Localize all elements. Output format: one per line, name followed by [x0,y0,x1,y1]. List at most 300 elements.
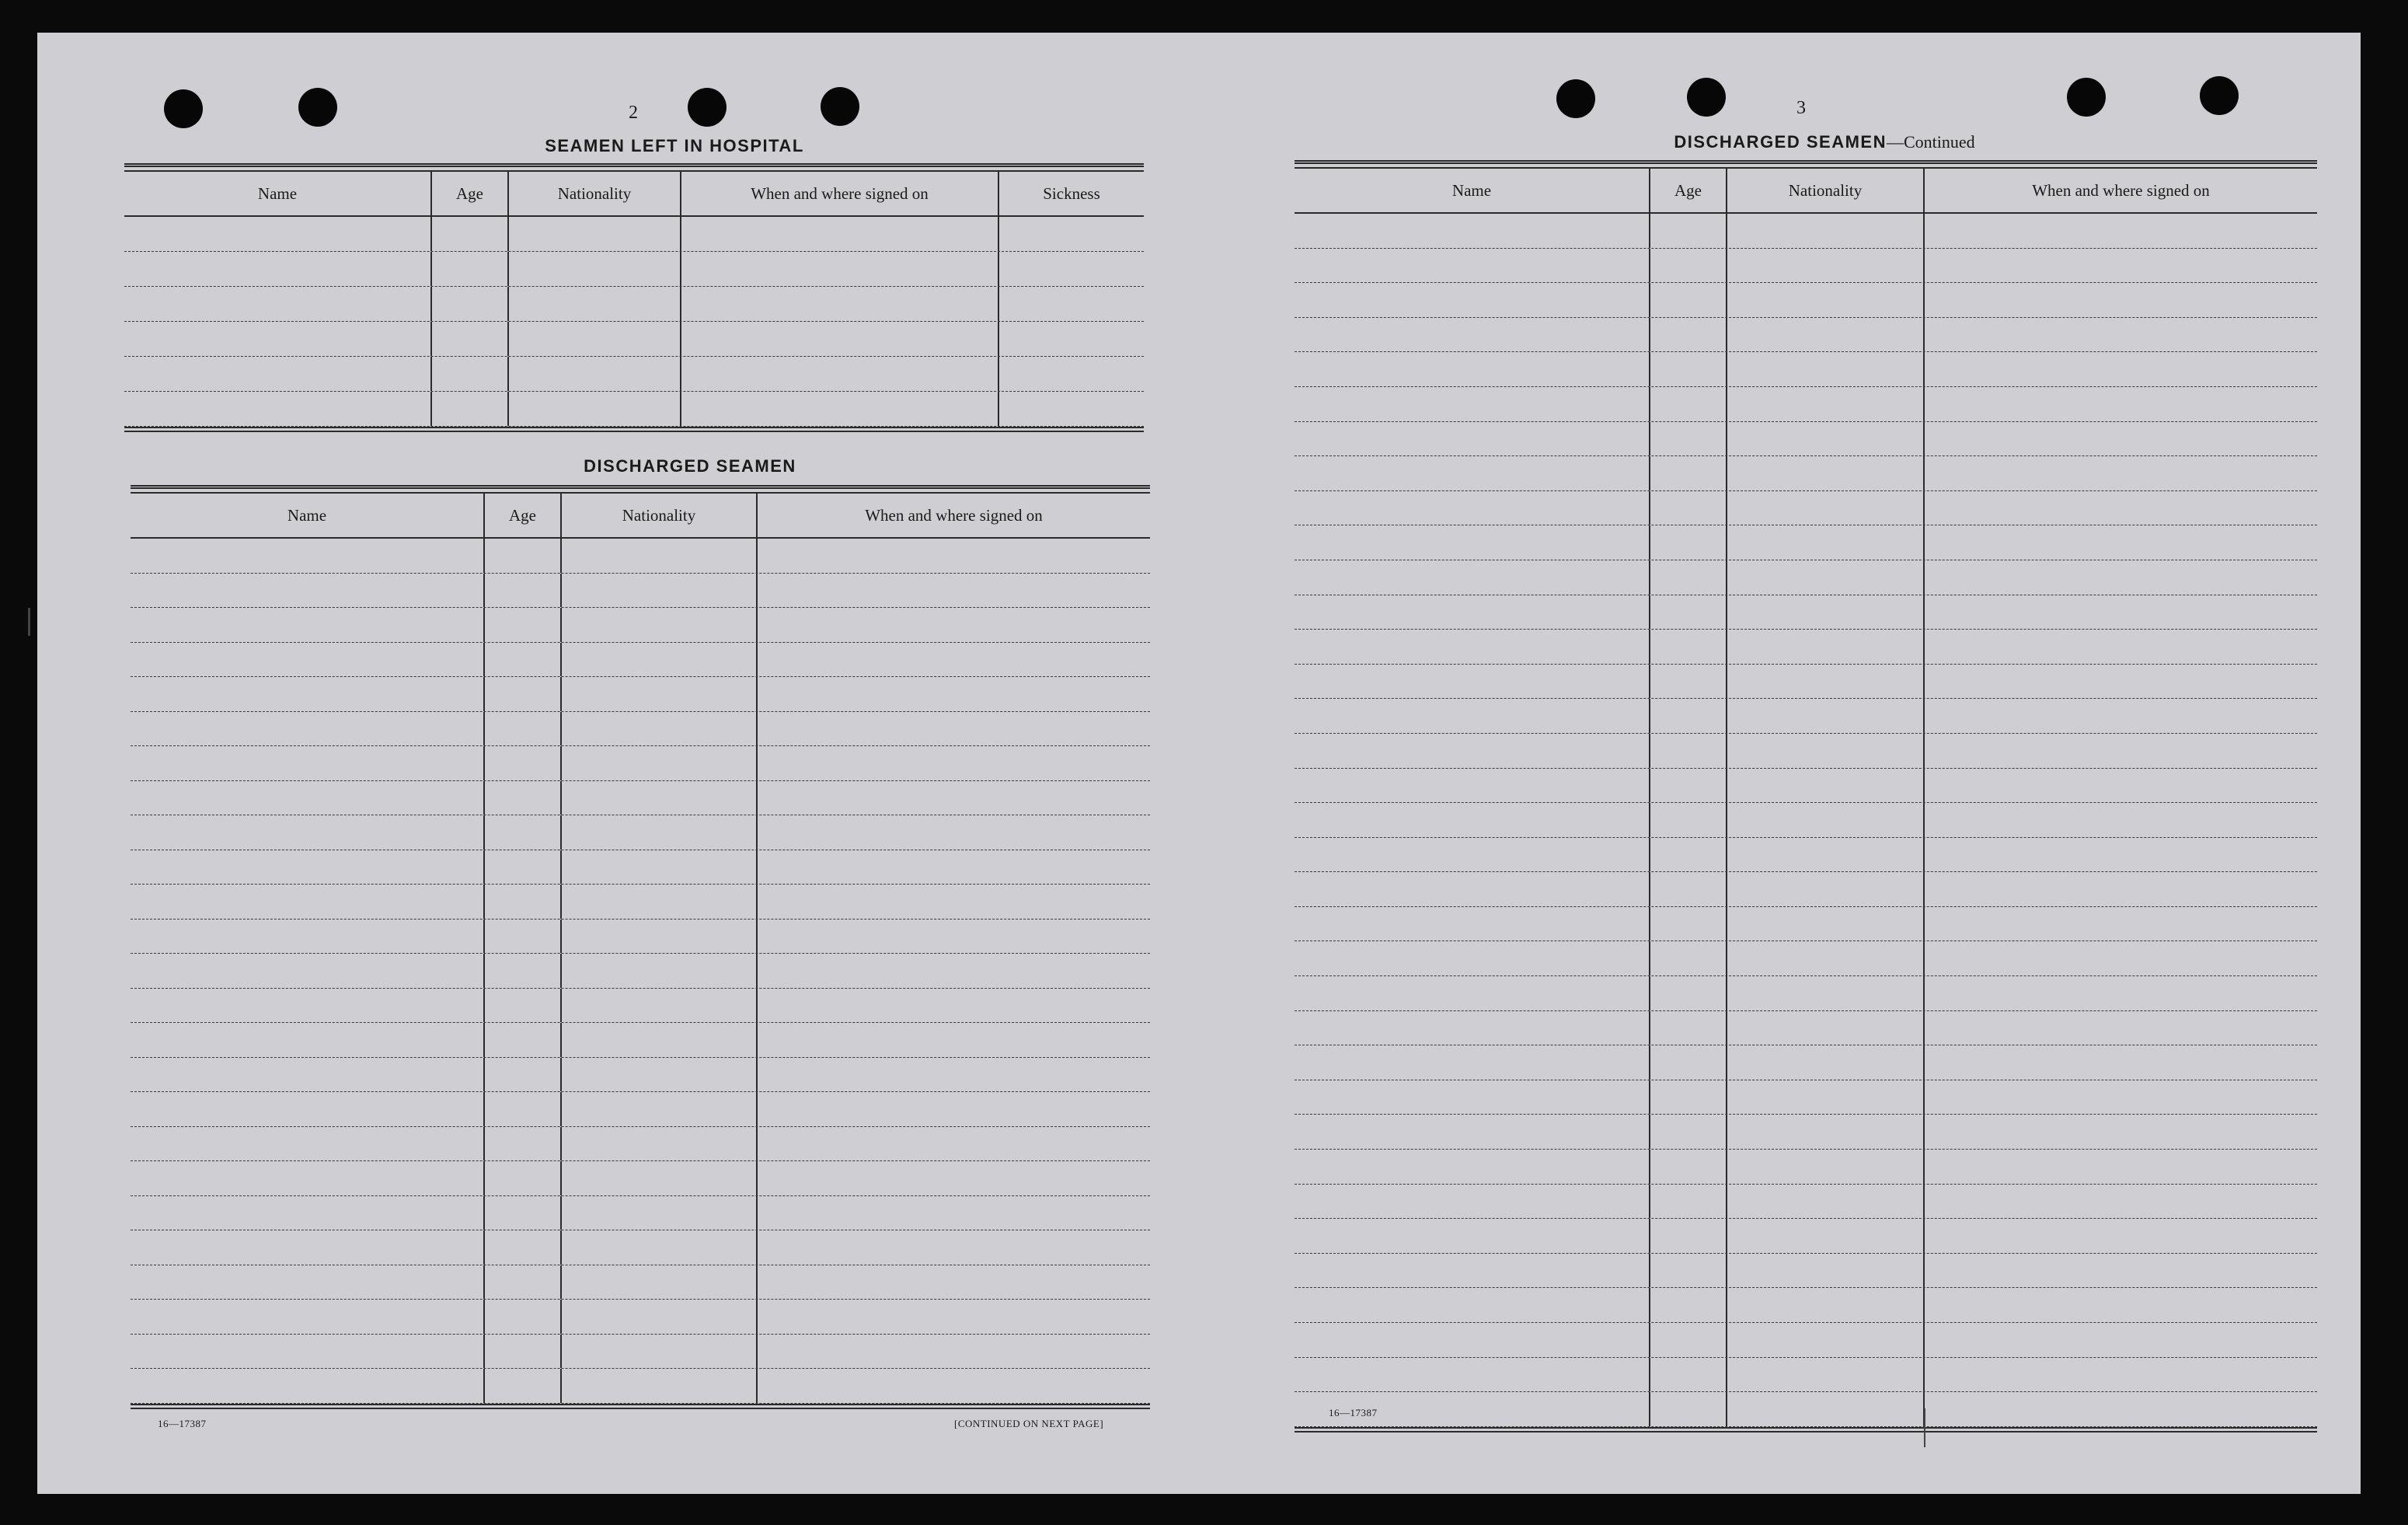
table-row [131,815,1150,850]
signed-on-cell [756,1335,1150,1369]
name-cell [131,608,483,642]
age-cell [483,885,560,919]
table-row [1295,1392,2317,1427]
signed-on-cell [680,357,998,391]
table-row [1295,1288,2317,1323]
name-cell [1295,1011,1649,1045]
name-cell [131,954,483,988]
name-cell [1295,976,1649,1010]
age-cell [1649,872,1726,906]
age-cell [1649,1358,1726,1392]
table-row [1295,1045,2317,1080]
nationality-cell [560,1058,756,1092]
signed-on-cell [756,1161,1150,1195]
signed-on-cell [1923,803,2317,837]
nationality-cell [560,920,756,954]
age-cell [483,1265,560,1300]
age-cell [1649,491,1726,525]
name-cell [124,287,430,321]
name-cell [131,1230,483,1265]
punch-hole [2067,78,2106,117]
signed-on-cell [756,1058,1150,1092]
column-header-signed-on: When and where signed on [1923,169,2317,212]
name-cell [1295,838,1649,872]
signed-on-cell [1923,941,2317,975]
age-cell [483,1369,560,1403]
table-row [131,643,1150,678]
nationality-cell [1726,1045,1923,1080]
name-cell [131,781,483,815]
table-row [131,1196,1150,1231]
table-row [131,712,1150,747]
age-cell [1649,941,1726,975]
name-cell [1295,456,1649,490]
signed-on-cell [1923,1011,2317,1045]
nationality-cell [560,539,756,573]
name-cell [1295,352,1649,386]
punch-hole [298,88,337,127]
name-cell [131,1058,483,1092]
signed-on-cell [756,781,1150,815]
signed-on-cell [1923,1045,2317,1080]
age-cell [483,1196,560,1230]
table-row [1295,1323,2317,1358]
nationality-cell [1726,907,1923,941]
table-row [1295,525,2317,560]
signed-on-cell [1923,525,2317,560]
age-cell [483,1092,560,1126]
column-header-nationality: Nationality [507,172,680,215]
name-cell [131,989,483,1023]
name-cell [131,643,483,677]
sickness-cell [998,287,1144,321]
table-row [131,850,1150,885]
age-cell [1649,1288,1726,1322]
nationality-cell [1726,422,1923,456]
table-row [1295,665,2317,700]
nationality-cell [560,746,756,780]
section-title-hospital [472,136,876,156]
table-row [1295,1150,2317,1185]
signed-on-cell [756,1300,1150,1334]
table-row [1295,941,2317,976]
name-cell [131,1265,483,1300]
name-cell [1295,1288,1649,1322]
nationality-cell [1726,352,1923,386]
page-number: 2 [629,103,638,123]
sickness-cell [998,357,1144,391]
table-row [1295,1219,2317,1254]
document-sheet [37,33,2361,1494]
age-cell [1649,560,1726,595]
table-bottom-rule [131,1404,1150,1409]
table-body [1295,214,2317,1427]
signed-on-cell [756,815,1150,850]
table-row [1295,734,2317,769]
section-title-discharged-continued [1576,132,2073,152]
nationality-cell [1726,1150,1923,1184]
name-cell [1295,1045,1649,1080]
age-cell [1649,1080,1726,1115]
name-cell [1295,1358,1649,1392]
age-cell [430,252,507,286]
table-row [1295,838,2317,873]
table-row [1295,1185,2317,1220]
name-cell [1295,734,1649,768]
name-cell [131,815,483,850]
signed-on-cell [1923,1115,2317,1149]
age-cell [430,392,507,426]
nationality-cell [1726,803,1923,837]
age-cell [483,1300,560,1334]
name-cell [124,357,430,391]
signed-on-cell [1923,1080,2317,1115]
table-row [1295,318,2317,353]
punch-hole [164,89,203,128]
age-cell [1649,318,1726,352]
nationality-cell [560,1265,756,1300]
age-cell [483,643,560,677]
nationality-cell [560,1023,756,1057]
name-cell [1295,595,1649,630]
table-row [131,989,1150,1024]
scan-mark [1924,1408,1925,1447]
table-row [131,1023,1150,1058]
nationality-cell [1726,1115,1923,1149]
nationality-cell [1726,283,1923,317]
nationality-cell [1726,318,1923,352]
nationality-cell [507,287,680,321]
name-cell [124,322,430,356]
table-row [1295,699,2317,734]
name-cell [1295,491,1649,525]
punch-hole [2200,76,2239,115]
age-cell [430,287,507,321]
table-row [1295,1254,2317,1289]
nationality-cell [1726,456,1923,490]
sickness-cell [998,322,1144,356]
nationality-cell [560,1127,756,1161]
nationality-cell [1726,1358,1923,1392]
name-cell [1295,699,1649,733]
page-number: 3 [1796,98,1806,118]
signed-on-cell [1923,1254,2317,1288]
sickness-cell [998,217,1144,251]
table-row [131,1265,1150,1300]
signed-on-cell [1923,872,2317,906]
nationality-cell [560,677,756,711]
signed-on-cell [1923,249,2317,283]
nationality-cell [1726,838,1923,872]
name-cell [1295,941,1649,975]
age-cell [483,677,560,711]
name-cell [124,392,430,426]
discharged-continued-table [1295,160,2317,1433]
name-cell [131,850,483,885]
nationality-cell [1726,630,1923,664]
section-title-text: DISCHARGED SEAMEN [1674,132,1887,152]
column-header-nationality: Nationality [1726,169,1923,212]
name-cell [124,217,430,251]
name-cell [1295,630,1649,664]
nationality-cell [1726,769,1923,803]
nationality-cell [560,608,756,642]
nationality-cell [560,1369,756,1403]
nationality-cell [1726,872,1923,906]
name-cell [1295,525,1649,560]
signed-on-cell [1923,422,2317,456]
signed-on-cell [680,217,998,251]
nationality-cell [1726,1323,1923,1357]
age-cell [1649,1185,1726,1219]
discharged-table [131,485,1150,1409]
age-cell [1649,352,1726,386]
table-row [131,677,1150,712]
column-header-nationality: Nationality [560,494,756,537]
age-cell [483,712,560,746]
name-cell [1295,318,1649,352]
table-row [1295,630,2317,665]
name-cell [131,1023,483,1057]
name-cell [131,920,483,954]
name-cell [1295,1323,1649,1357]
table-row [1295,769,2317,804]
signed-on-cell [1923,1323,2317,1357]
name-cell [131,746,483,780]
table-row [1295,976,2317,1011]
age-cell [1649,283,1726,317]
punch-hole [688,88,727,127]
name-cell [1295,1219,1649,1253]
age-cell [483,781,560,815]
name-cell [131,1161,483,1195]
column-header-name: Name [257,183,298,203]
age-cell [483,815,560,850]
age-cell [1649,976,1726,1010]
column-header-sickness: Sickness [998,172,1144,215]
age-cell [483,989,560,1023]
age-cell [1649,734,1726,768]
nationality-cell [1726,249,1923,283]
nationality-cell [1726,976,1923,1010]
table-row [131,608,1150,643]
signed-on-cell [1923,734,2317,768]
signed-on-cell [1923,560,2317,595]
table-row [1295,1115,2317,1150]
sickness-cell [998,392,1144,426]
age-cell [483,1230,560,1265]
name-cell [1295,1115,1649,1149]
nationality-cell [560,1161,756,1195]
name-cell [1295,1150,1649,1184]
column-header-name: Name [287,505,327,525]
name-cell [1295,1080,1649,1115]
name-cell [1295,907,1649,941]
age-cell [1649,769,1726,803]
age-cell [1649,838,1726,872]
name-cell [131,574,483,608]
age-cell [1649,803,1726,837]
name-cell [131,539,483,573]
table-bottom-rule [124,427,1144,432]
table-header [131,492,1150,539]
age-cell [483,920,560,954]
column-header-signed-on: When and where signed on [756,494,1150,537]
punch-hole [1687,78,1726,117]
table-row [1295,352,2317,387]
age-cell [430,322,507,356]
age-cell [1649,1150,1726,1184]
table-row [1295,560,2317,595]
name-cell [131,1335,483,1369]
table-row [1295,283,2317,318]
name-cell [1295,249,1649,283]
table-header [124,170,1144,217]
table-row [124,357,1144,392]
name-cell [131,1127,483,1161]
name-cell [1295,872,1649,906]
signed-on-cell [756,954,1150,988]
nationality-cell [560,1092,756,1126]
age-cell [1649,249,1726,283]
signed-on-cell [680,252,998,286]
table-row [131,539,1150,574]
table-row [1295,387,2317,422]
column-header-age: Age [483,494,560,537]
nationality-cell [560,1335,756,1369]
nationality-cell [560,989,756,1023]
table-row [1295,249,2317,284]
table-row [131,1127,1150,1162]
age-cell [1649,630,1726,664]
column-header-name: Name [1451,180,1492,200]
name-cell [1295,283,1649,317]
age-cell [483,1127,560,1161]
signed-on-cell [1923,838,2317,872]
nationality-cell [1726,1011,1923,1045]
table-row [1295,456,2317,491]
name-cell [131,712,483,746]
signed-on-cell [1923,1358,2317,1392]
name-cell [1295,803,1649,837]
name-cell [131,1300,483,1334]
table-row [1295,872,2317,907]
age-cell [430,357,507,391]
table-body [124,217,1144,427]
age-cell [1649,595,1726,630]
nationality-cell [560,954,756,988]
nationality-cell [1726,214,1923,248]
table-row [131,1300,1150,1335]
signed-on-cell [756,989,1150,1023]
signed-on-cell [1923,352,2317,386]
signed-on-cell [680,322,998,356]
signed-on-cell [756,1092,1150,1126]
table-row [131,920,1150,954]
signed-on-cell [1923,976,2317,1010]
signed-on-cell [1923,1288,2317,1322]
nationality-cell [1726,560,1923,595]
nationality-cell [1726,665,1923,699]
table-row [1295,1011,2317,1046]
section-title-text: SEAMEN LEFT IN HOSPITAL [545,136,804,155]
table-row [131,1335,1150,1370]
nationality-cell [1726,941,1923,975]
age-cell [1649,525,1726,560]
table-row [124,322,1144,357]
age-cell [1649,1254,1726,1288]
nationality-cell [560,781,756,815]
form-number: 16—17387 [1329,1407,1378,1419]
table-header [1295,167,2317,214]
table-row [1295,907,2317,942]
column-header-age: Age [430,172,507,215]
name-cell [1295,214,1649,248]
table-row [131,781,1150,816]
age-cell [1649,456,1726,490]
form-number: 16—17387 [158,1418,207,1429]
age-cell [483,1161,560,1195]
section-title-discharged [504,456,876,476]
age-cell [1649,1115,1726,1149]
signed-on-cell [1923,456,2317,490]
column-header-signed-on: When and where signed on [680,172,998,215]
signed-on-cell [1923,283,2317,317]
name-cell [1295,665,1649,699]
table-row [1295,214,2317,249]
name-cell [1295,422,1649,456]
age-cell [1649,214,1726,248]
signed-on-cell [1923,665,2317,699]
name-cell [131,1092,483,1126]
signed-on-cell [756,850,1150,885]
table-row [131,1369,1150,1404]
nationality-cell [1726,491,1923,525]
name-cell [1295,769,1649,803]
name-cell [1295,560,1649,595]
column-header-age: Age [1649,169,1726,212]
age-cell [1649,422,1726,456]
signed-on-cell [1923,318,2317,352]
table-row [131,1161,1150,1196]
name-cell [124,252,430,286]
signed-on-cell [756,677,1150,711]
section-title-text: DISCHARGED SEAMEN [584,456,796,476]
age-cell [483,746,560,780]
signed-on-cell [756,574,1150,608]
table-row [131,574,1150,609]
table-bottom-rule [1295,1427,2317,1433]
table-row [1295,422,2317,457]
table-row [124,252,1144,287]
signed-on-cell [1923,214,2317,248]
table-row [124,287,1144,322]
nationality-cell [1726,1254,1923,1288]
table-row [131,746,1150,781]
age-cell [1649,1392,1726,1426]
signed-on-cell [1923,630,2317,664]
signed-on-cell [756,1127,1150,1161]
name-cell [131,1196,483,1230]
table-row [131,954,1150,989]
signed-on-cell [756,643,1150,677]
signed-on-cell [1923,387,2317,421]
name-cell [1295,1254,1649,1288]
table-row [131,1092,1150,1127]
table-row [1295,1080,2317,1115]
signed-on-cell [756,746,1150,780]
name-cell [131,677,483,711]
